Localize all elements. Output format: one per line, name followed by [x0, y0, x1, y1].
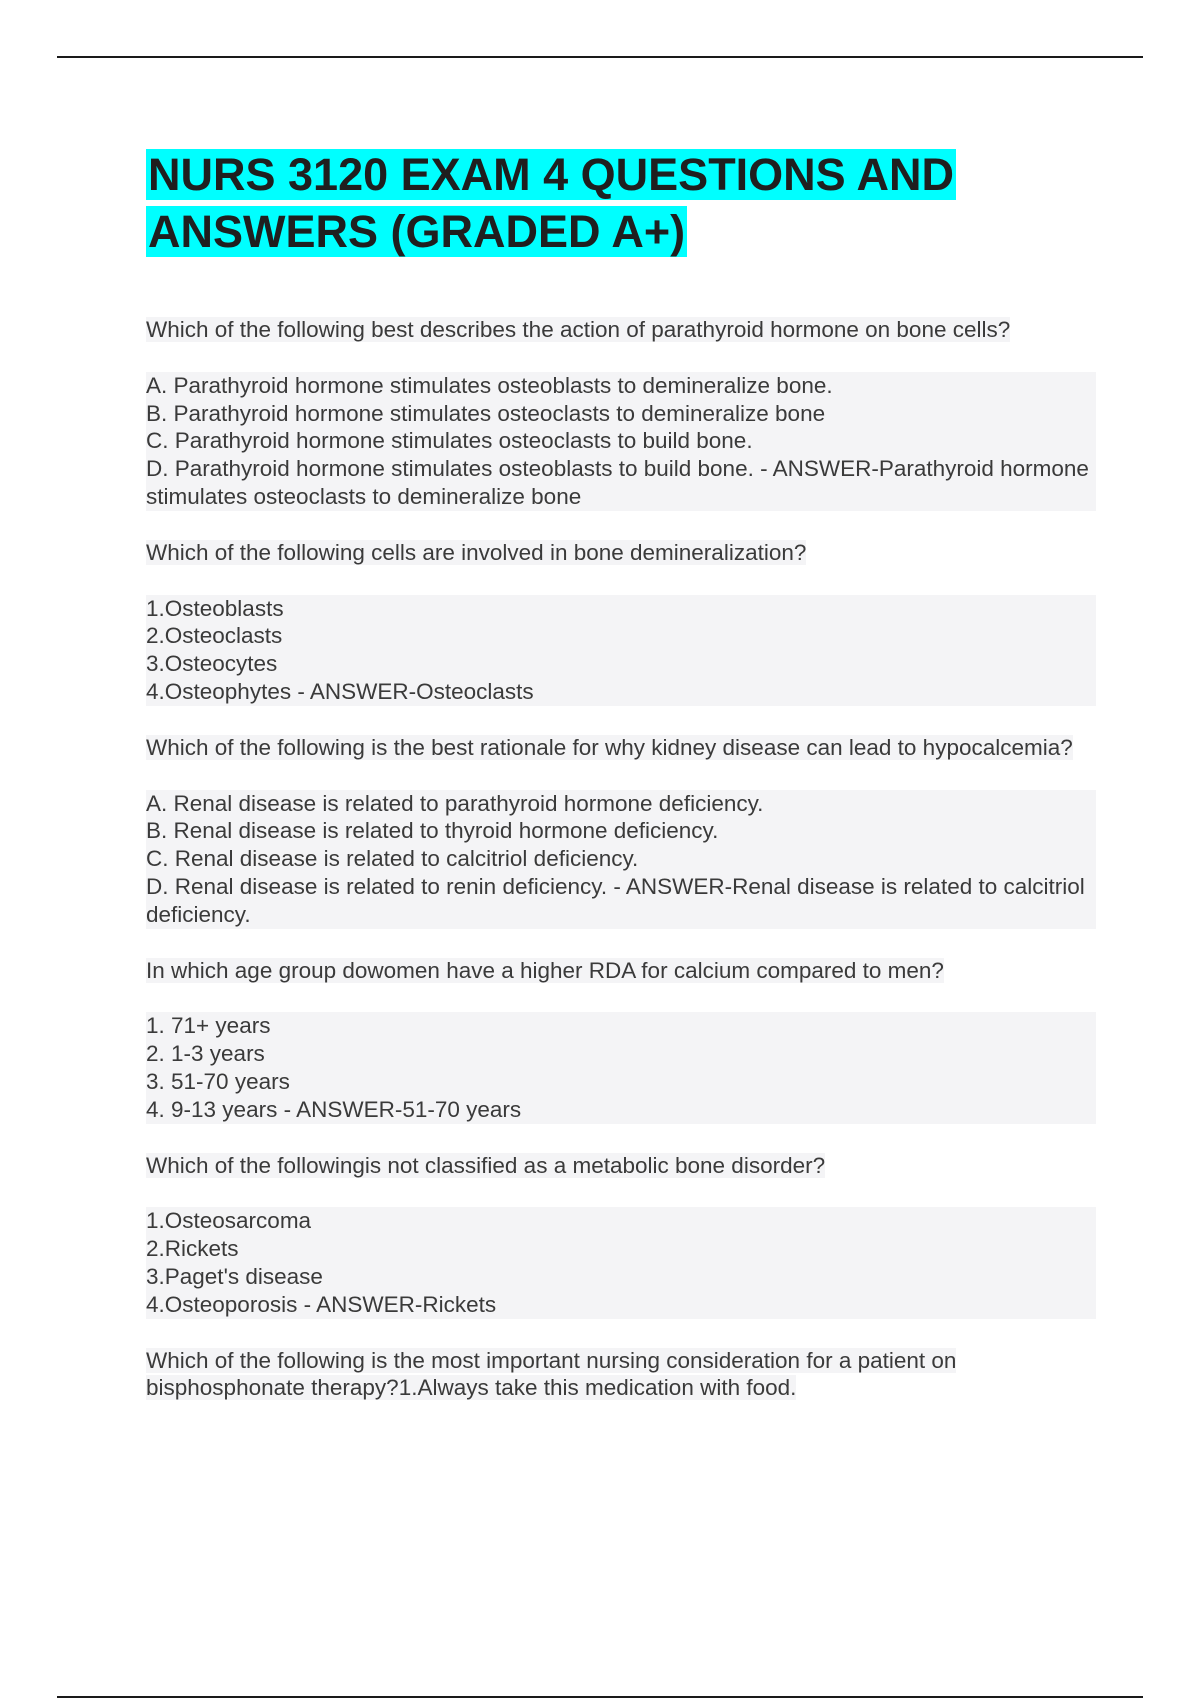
option-2-2: 2.Osteoclasts: [146, 622, 1096, 650]
option-2-4-answer: 4.Osteophytes - ANSWER-Osteoclasts: [146, 678, 1096, 706]
question-5: Which of the followingis not classified as a metabolic bone disorder?: [146, 1152, 826, 1178]
option-3d-answer: D. Renal disease is related to renin deficiency. - ANSWER-Renal disease is related to calcitriol deficiency.: [146, 873, 1096, 929]
question-3: Which of the following is the best rationale for why kidney disease can lead to hypocalcemia?: [146, 734, 1073, 760]
document-title: [146, 146, 1096, 260]
options-4: [146, 1012, 1096, 1123]
bottom-divider: [57, 1696, 1143, 1698]
option-5-1: 1.Osteosarcoma: [146, 1207, 1096, 1235]
option-1d-answer: D. Parathyroid hormone stimulates osteoblasts to build bone. - ANSWER-Parathyroid hormone stimulates osteoclasts to demineralize bone: [146, 455, 1096, 511]
options-1: [146, 372, 1096, 511]
option-1a: A. Parathyroid hormone stimulates osteoblasts to demineralize bone.: [146, 372, 1096, 400]
option-2-1: 1.Osteoblasts: [146, 595, 1096, 623]
option-4-3: 3. 51-70 years: [146, 1068, 1096, 1096]
question-4: In which age group dowomen have a higher RDA for calcium compared to men?: [146, 957, 944, 983]
option-5-3: 3.Paget's disease: [146, 1263, 1096, 1291]
option-2-3: 3.Osteocytes: [146, 650, 1096, 678]
question-1: Which of the following best describes the action of parathyroid hormone on bone cells?: [146, 317, 1011, 342]
option-3b: B. Renal disease is related to thyroid hormone deficiency.: [146, 817, 1096, 845]
option-4-2: 2. 1-3 years: [146, 1040, 1096, 1068]
option-5-4-answer: 4.Osteoporosis - ANSWER-Rickets: [146, 1291, 1096, 1319]
option-4-1: 1. 71+ years: [146, 1012, 1096, 1040]
options-5: [146, 1207, 1096, 1318]
option-4-4-answer: 4. 9-13 years - ANSWER-51-70 years: [146, 1096, 1096, 1124]
options-2: [146, 595, 1096, 706]
option-1c: C. Parathyroid hormone stimulates osteoclasts to build bone.: [146, 427, 1096, 455]
document-body: [146, 146, 1096, 1402]
options-3: [146, 790, 1096, 929]
option-5-2: 2.Rickets: [146, 1235, 1096, 1263]
title-highlight: NURS 3120 EXAM 4 QUESTIONS AND ANSWERS (GRADED A+): [148, 149, 955, 257]
option-3c: C. Renal disease is related to calcitriol deficiency.: [146, 845, 1096, 873]
option-3a: A. Renal disease is related to parathyroid hormone deficiency.: [146, 790, 1096, 818]
question-2: Which of the following cells are involved in bone demineralization?: [146, 539, 807, 565]
question-6: Which of the following is the most important nursing consideration for a patient on bisphosphonate therapy?1.Always take this medication with food.: [146, 1347, 957, 1401]
option-1b: B. Parathyroid hormone stimulates osteoclasts to demineralize bone: [146, 400, 1096, 428]
top-divider: [57, 56, 1143, 58]
